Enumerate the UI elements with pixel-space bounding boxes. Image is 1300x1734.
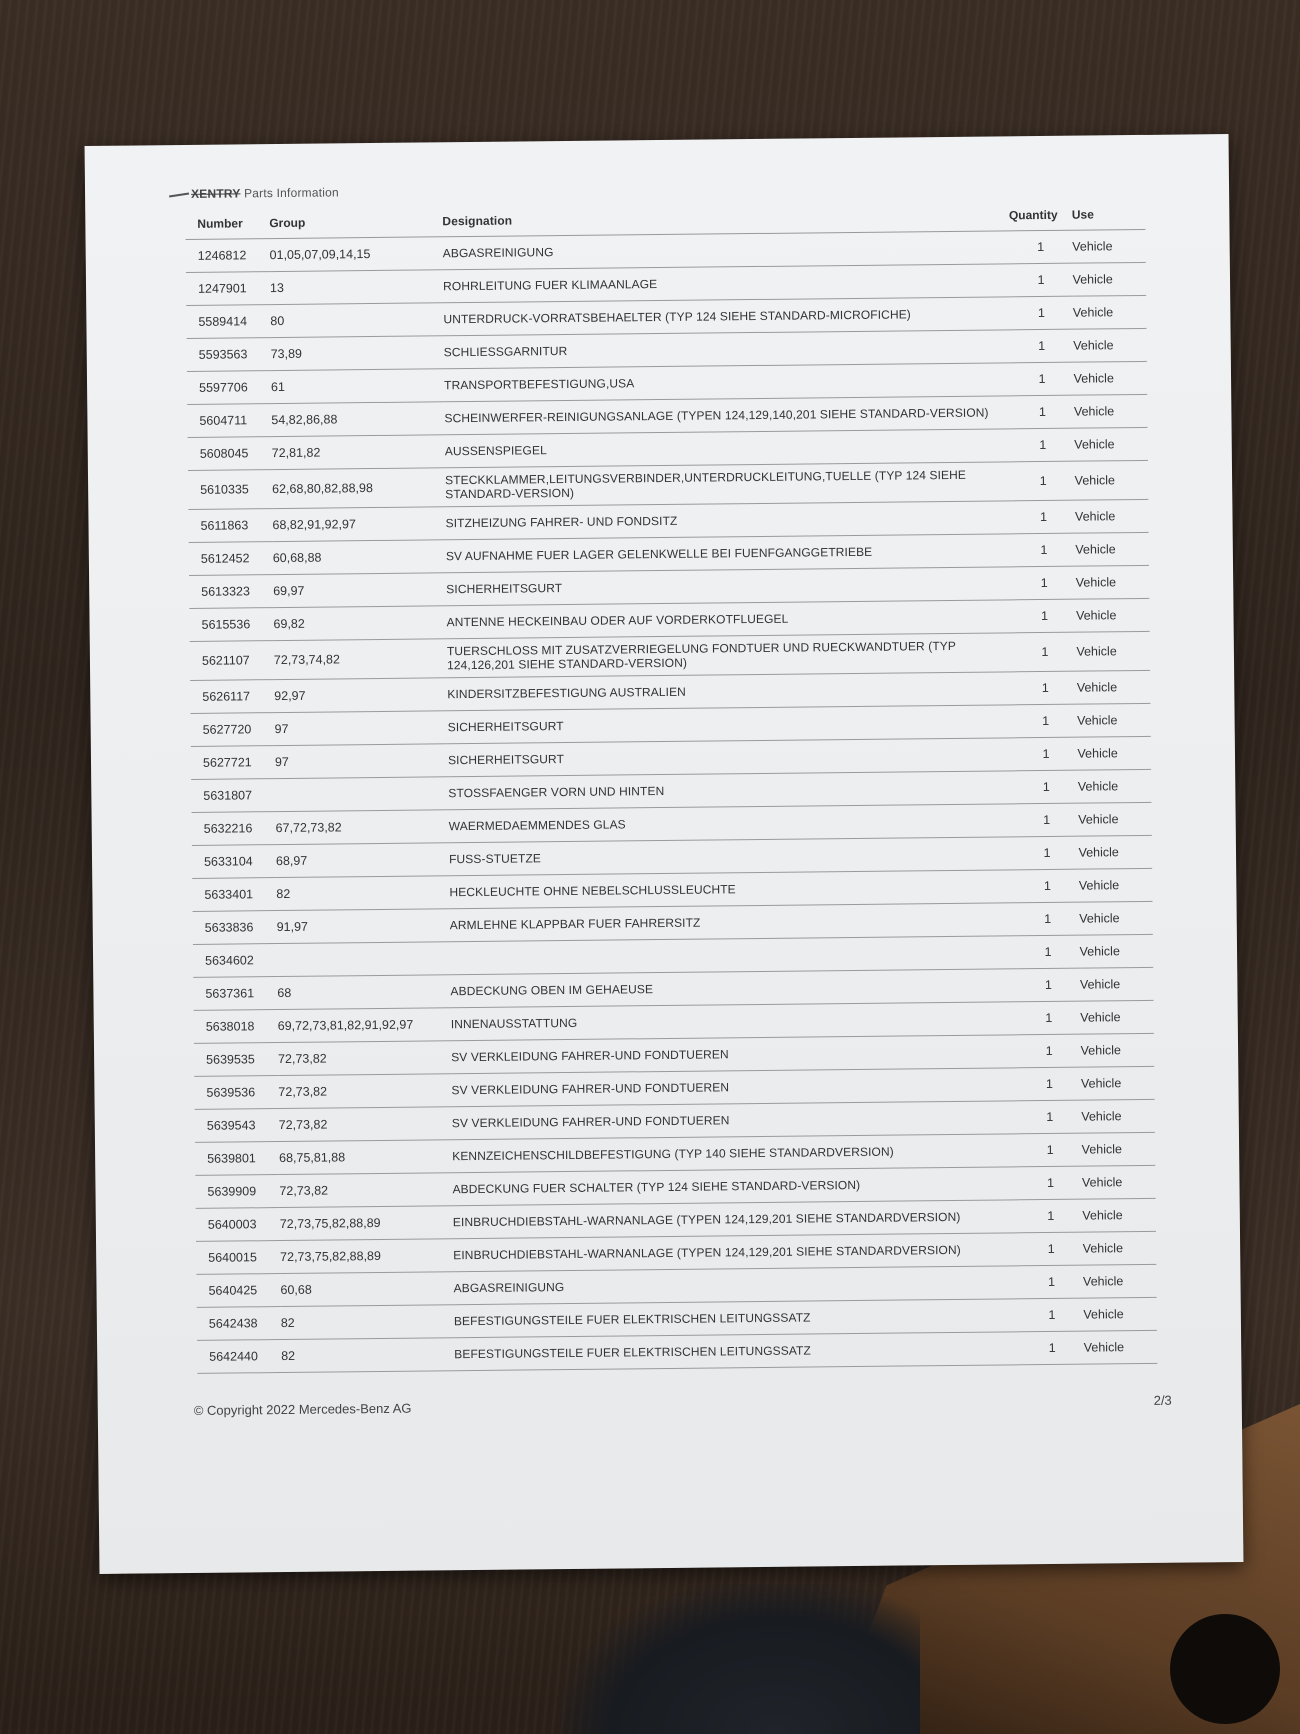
header-subtitle: Parts Information — [243, 185, 339, 201]
part-quantity: 1 — [1010, 362, 1073, 396]
part-quantity: 1 — [1016, 902, 1079, 936]
col-number-header: Number — [185, 214, 269, 239]
part-quantity: 1 — [1009, 263, 1072, 297]
part-group: 68,82,91,92,97 — [272, 507, 445, 542]
part-designation: STECKKLAMMER,LEITUNGSVERBINDER,UNTERDRUCKLEITUNG,TUELLE (TYP 124 SIEHE STANDARD-VERSION) — [445, 462, 1012, 507]
part-group: 72,73,82 — [278, 1074, 451, 1109]
part-use: Vehicle — [1072, 229, 1146, 263]
part-use: Vehicle — [1081, 1132, 1155, 1166]
part-number: 5639536 — [194, 1076, 278, 1110]
part-designation: BEFESTIGUNGSTEILE FUER ELEKTRISCHEN LEITUNGSSATZ — [454, 1332, 1021, 1371]
part-group: 97 — [274, 711, 447, 746]
part-designation: ROHRLEITUNG FUER KLIMAANLAGE — [443, 264, 1010, 303]
part-designation: UNTERDRUCK-VORRATSBEHAELTER (TYP 124 SIEHE STANDARD-MICROFICHE) — [443, 297, 1010, 336]
part-designation: SV VERKLEIDUNG FAHRER-UND FONDTUEREN — [451, 1035, 1018, 1074]
part-quantity: 1 — [1010, 329, 1073, 363]
part-number: 5632216 — [192, 812, 276, 846]
part-number: 5613323 — [189, 575, 273, 609]
part-use: Vehicle — [1077, 703, 1151, 737]
part-number: 1246812 — [186, 239, 270, 273]
part-designation: ABDECKUNG FUER SCHALTER (TYP 124 SIEHE STANDARD-VERSION) — [452, 1167, 1019, 1206]
part-use: Vehicle — [1080, 1000, 1154, 1034]
part-designation: ANTENNE HECKEINBAU ODER AUF VORDERKOTFLUEGEL — [446, 600, 1013, 639]
part-group: 69,72,73,81,82,91,92,97 — [278, 1008, 451, 1043]
part-quantity: 1 — [1012, 500, 1075, 534]
part-group: 97 — [275, 744, 448, 779]
part-number: 5612452 — [189, 542, 273, 576]
part-number: 5642440 — [197, 1340, 281, 1374]
part-number: 5627721 — [191, 746, 275, 780]
part-quantity: 1 — [1018, 1067, 1081, 1101]
part-quantity: 1 — [1020, 1298, 1083, 1332]
part-quantity: 1 — [1010, 296, 1073, 330]
part-group: 91,97 — [276, 909, 449, 944]
part-quantity: 1 — [1019, 1133, 1082, 1167]
part-use: Vehicle — [1078, 769, 1152, 803]
part-number: 5608045 — [188, 437, 272, 471]
part-group: 68,97 — [276, 843, 449, 878]
part-quantity: 1 — [1020, 1265, 1083, 1299]
part-group: 73,89 — [270, 336, 443, 371]
part-use: Vehicle — [1080, 1033, 1154, 1067]
part-number: 5611863 — [188, 509, 272, 543]
part-use: Vehicle — [1073, 328, 1147, 362]
brand-name: XENTRY — [190, 186, 241, 201]
part-quantity: 1 — [1013, 632, 1076, 672]
part-group: 72,73,82 — [279, 1173, 452, 1208]
part-group: 72,81,82 — [272, 435, 445, 470]
part-number: 5615536 — [189, 608, 273, 642]
part-use: Vehicle — [1082, 1231, 1156, 1265]
copyright-text: © Copyright 2022 Mercedes-Benz AG — [193, 1400, 412, 1418]
part-quantity: 1 — [1021, 1331, 1084, 1365]
part-quantity: 1 — [1016, 935, 1079, 969]
part-designation: SCHEINWERFER-REINIGUNGSANLAGE (TYPEN 124,129,140,201 SIEHE STANDARD-VERSION) — [444, 396, 1011, 435]
part-group: 92,97 — [274, 678, 447, 713]
part-use: Vehicle — [1080, 967, 1154, 1001]
part-number: 5589414 — [186, 305, 270, 339]
parts-table-body — [186, 229, 1158, 1373]
part-quantity: 1 — [1011, 395, 1074, 429]
part-use: Vehicle — [1073, 361, 1147, 395]
part-group: 67,72,73,82 — [275, 810, 448, 845]
part-use: Vehicle — [1082, 1165, 1156, 1199]
part-use: Vehicle — [1076, 565, 1150, 599]
col-designation-header: Designation — [442, 206, 1009, 236]
part-designation: AUSSENSPIEGEL — [445, 429, 1012, 468]
part-use: Vehicle — [1072, 262, 1146, 296]
part-use: Vehicle — [1075, 499, 1149, 533]
col-group-header: Group — [269, 212, 442, 238]
part-number: 5604711 — [187, 404, 271, 438]
part-designation: BEFESTIGUNGSTEILE FUER ELEKTRISCHEN LEITUNGSSATZ — [454, 1299, 1021, 1338]
chair-shadow — [560, 1584, 920, 1734]
part-quantity: 1 — [1014, 704, 1077, 738]
part-number: 5627720 — [191, 713, 275, 747]
part-number: 5633104 — [192, 845, 276, 879]
part-number: 5639543 — [195, 1109, 279, 1143]
part-number: 5639801 — [195, 1142, 279, 1176]
xentry-logo-icon — [169, 192, 189, 197]
part-number: 5621107 — [190, 641, 274, 681]
part-number: 5640003 — [196, 1208, 280, 1242]
part-designation: ABDECKUNG OBEN IM GEHAEUSE — [450, 969, 1017, 1008]
part-quantity: 1 — [1014, 671, 1077, 705]
part-use: Vehicle — [1079, 901, 1153, 935]
part-quantity: 1 — [1019, 1199, 1082, 1233]
part-quantity: 1 — [1014, 737, 1077, 771]
part-group: 82 — [281, 1338, 454, 1373]
part-group: 61 — [271, 369, 444, 404]
part-group: 01,05,07,09,14,15 — [269, 237, 442, 272]
part-group: 62,68,80,82,88,98 — [272, 468, 446, 509]
part-quantity: 1 — [1017, 1001, 1080, 1035]
part-designation: SV VERKLEIDUNG FAHRER-UND FONDTUEREN — [451, 1068, 1018, 1107]
part-quantity: 1 — [1017, 1034, 1080, 1068]
part-use: Vehicle — [1076, 631, 1150, 671]
part-number: 5640015 — [196, 1241, 280, 1275]
part-designation: TRANSPORTBEFESTIGUNG,USA — [444, 363, 1011, 402]
part-quantity: 1 — [1013, 599, 1076, 633]
part-use: Vehicle — [1079, 868, 1153, 902]
part-quantity: 1 — [1015, 803, 1078, 837]
part-quantity: 1 — [1015, 770, 1078, 804]
col-use-header: Use — [1072, 205, 1146, 230]
part-designation: EINBRUCHDIEBSTAHL-WARNANLAGE (TYPEN 124,129,201 SIEHE STANDARDVERSION) — [453, 1200, 1020, 1239]
part-designation: SITZHEIZUNG FAHRER- UND FONDSITZ — [445, 501, 1012, 540]
part-quantity: 1 — [1019, 1166, 1082, 1200]
part-designation: KINDERSITZBEFESTIGUNG AUSTRALIEN — [447, 672, 1014, 711]
part-use: Vehicle — [1078, 835, 1152, 869]
part-group: 69,82 — [273, 606, 446, 641]
part-quantity: 1 — [1020, 1232, 1083, 1266]
part-designation: SICHERHEITSGURT — [448, 705, 1015, 744]
part-group: 80 — [270, 303, 443, 338]
part-designation: WAERMEDAEMMENDES GLAS — [449, 804, 1016, 843]
part-number: 5638018 — [194, 1010, 278, 1044]
part-number: 5639909 — [195, 1175, 279, 1209]
part-designation: ABGASREINIGUNG — [453, 1266, 1020, 1305]
part-designation: EINBRUCHDIEBSTAHL-WARNANLAGE (TYPEN 124,129,201 SIEHE STANDARDVERSION) — [453, 1233, 1020, 1272]
part-number: 5639535 — [194, 1043, 278, 1077]
part-number: 5593563 — [187, 338, 271, 372]
part-use: Vehicle — [1075, 532, 1149, 566]
part-group: 72,73,75,82,88,89 — [280, 1206, 453, 1241]
part-quantity: 1 — [1018, 1100, 1081, 1134]
printed-page — [85, 134, 1244, 1574]
part-quantity: 1 — [1013, 566, 1076, 600]
part-group: 72,73,74,82 — [274, 639, 448, 680]
part-group — [277, 942, 450, 977]
part-group: 82 — [281, 1305, 454, 1340]
part-designation: STOSSFAENGER VORN UND HINTEN — [448, 771, 1015, 810]
part-group: 72,73,75,82,88,89 — [280, 1239, 453, 1274]
part-designation: SICHERHEITSGURT — [446, 567, 1013, 606]
part-use: Vehicle — [1074, 427, 1148, 461]
part-group: 60,68 — [280, 1272, 453, 1307]
part-group: 72,73,82 — [279, 1107, 452, 1142]
part-number: 5633836 — [193, 911, 277, 945]
part-number: 5637361 — [193, 977, 277, 1011]
part-use: Vehicle — [1081, 1099, 1155, 1133]
part-use: Vehicle — [1074, 460, 1148, 500]
dark-object — [1170, 1614, 1280, 1724]
part-quantity: 1 — [1016, 869, 1079, 903]
document-header — [169, 185, 339, 201]
part-number: 5634602 — [193, 944, 277, 978]
part-use: Vehicle — [1073, 295, 1147, 329]
part-number: 5633401 — [192, 878, 276, 912]
part-use: Vehicle — [1083, 1297, 1157, 1331]
part-group: 69,97 — [273, 573, 446, 608]
part-designation: ARMLEHNE KLAPPBAR FUER FAHRERSITZ — [450, 903, 1017, 942]
part-number: 1247901 — [186, 272, 270, 306]
part-group: 82 — [276, 876, 449, 911]
part-group: 68 — [277, 975, 450, 1010]
part-number: 5597706 — [187, 371, 271, 405]
part-number: 5642438 — [197, 1307, 281, 1341]
part-quantity: 1 — [1011, 428, 1074, 462]
part-use: Vehicle — [1083, 1264, 1157, 1298]
page-number: 2/3 — [1153, 1392, 1172, 1408]
part-use: Vehicle — [1074, 394, 1148, 428]
part-designation: ABGASREINIGUNG — [443, 231, 1010, 270]
part-group: 68,75,81,88 — [279, 1140, 452, 1175]
part-designation: SV AUFNAHME FUER LAGER GELENKWELLE BEI FUENFGANGGETRIEBE — [446, 534, 1013, 573]
parts-table — [185, 205, 1157, 1374]
part-designation: KENNZEICHENSCHILDBEFESTIGUNG (TYP 140 SIEHE STANDARDVERSION) — [452, 1134, 1019, 1173]
part-use: Vehicle — [1076, 598, 1150, 632]
part-use: Vehicle — [1082, 1198, 1156, 1232]
part-designation: INNENAUSSTATTUNG — [451, 1002, 1018, 1041]
part-use: Vehicle — [1079, 934, 1153, 968]
part-group: 72,73,82 — [278, 1041, 451, 1076]
part-designation: TUERSCHLOSS MIT ZUSATZVERRIEGELUNG FONDTUER UND RUECKWANDTUER (TYP 124,126,201 SIEHE STANDARD-VERSION) — [447, 633, 1014, 678]
part-use: Vehicle — [1077, 736, 1151, 770]
part-quantity: 1 — [1011, 461, 1074, 501]
part-number: 5626117 — [190, 680, 274, 714]
part-designation: SV VERKLEIDUNG FAHRER-UND FONDTUEREN — [452, 1101, 1019, 1140]
part-use: Vehicle — [1084, 1330, 1158, 1364]
col-quantity-header: Quantity — [1009, 206, 1072, 231]
part-designation: SCHLIESSGARNITUR — [444, 330, 1011, 369]
part-use: Vehicle — [1078, 802, 1152, 836]
part-group: 54,82,86,88 — [271, 402, 444, 437]
part-use: Vehicle — [1081, 1066, 1155, 1100]
part-group: 13 — [270, 270, 443, 305]
part-quantity: 1 — [1015, 836, 1078, 870]
part-number: 5631807 — [191, 779, 275, 813]
part-number: 5640425 — [196, 1274, 280, 1308]
part-number: 5610335 — [188, 470, 272, 510]
part-quantity: 1 — [1012, 533, 1075, 567]
part-quantity: 1 — [1009, 230, 1072, 264]
part-quantity: 1 — [1017, 968, 1080, 1002]
part-designation: FUSS-STUETZE — [449, 837, 1016, 876]
part-group — [275, 777, 448, 812]
part-designation: HECKLEUCHTE OHNE NEBELSCHLUSSLEUCHTE — [449, 870, 1016, 909]
part-use: Vehicle — [1077, 670, 1151, 704]
part-designation: SICHERHEITSGURT — [448, 738, 1015, 777]
part-group: 60,68,88 — [273, 540, 446, 575]
